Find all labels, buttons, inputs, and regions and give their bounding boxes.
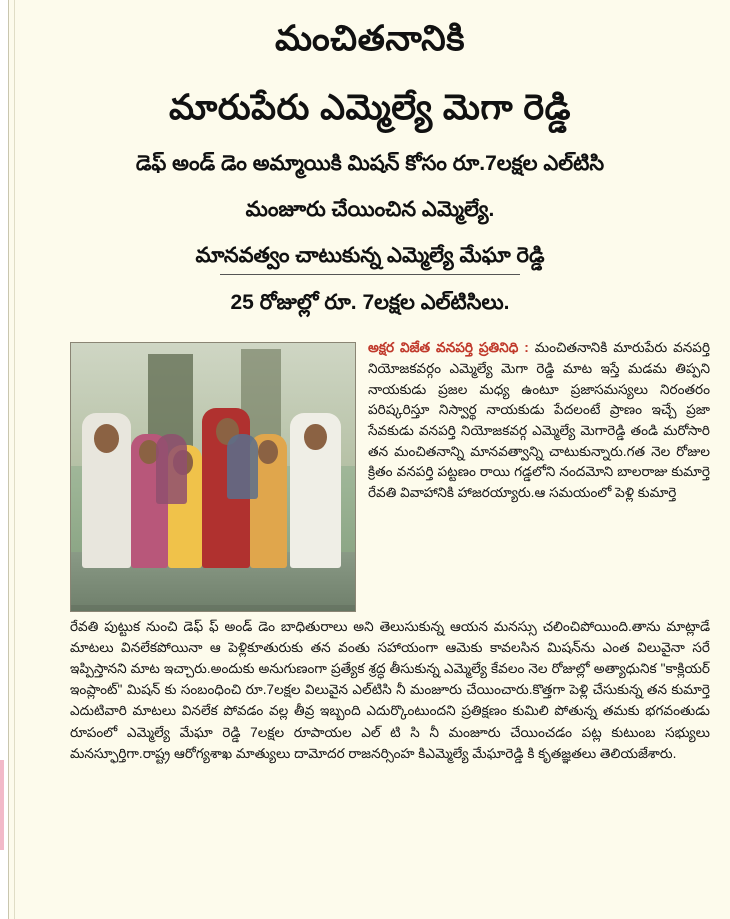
page-margin-mark — [0, 760, 4, 850]
article-paragraph-1-text: మంచితనానికి మారుపేరు వనపర్తి నియోజకవర్గం ఎమ్మెల్యే మెగా రెడ్డి మాట ఇస్తే మడమ తిప్పని నాయకుడు ప్రజల మధ్య ఉంటూ ప్రజాసమస్యలు నిరంతరం పరిష్కరిస్తూ నిస్వార్థ నాయకుడు పేదలంటే ప్రాణం ఇచ్చే ప్రజా సేవకుడు వనపర్తి నియోజకవర్గ ఎమ్మెల్యే మెగారెడ్డి తండి మరోసారి తన మంచితనాన్ని మానవత్వాన్ని చాటుకున్నారు.గత నెల రోజుల క్రితం వనపర్తి పట్టణం రాయి గడ్డలోని నందమోని బాలరాజు కుమార్తె రేవతి వివాహానికి హాజరయ్యారు.ఆ సమయంలో పెళ్లి కుమార్తె — [368, 340, 711, 500]
subhead-line-2: మంజూరు చేయించిన ఎమ్మెల్యే. — [245, 198, 495, 222]
photo-person-back-2 — [227, 434, 258, 498]
photo-person-1-head — [94, 424, 120, 453]
subhead-line-1: డెఫ్ అండ్ డెం అమ్మాయికి మిషన్ కోసం రూ.7లక్షల ఎల్‌టిసి — [135, 152, 605, 175]
headline-line-1: మంచితనానికి — [275, 19, 465, 58]
column-rule-inner — [14, 0, 15, 919]
column-rule-outer — [8, 0, 9, 919]
subhead-underline — [220, 274, 520, 275]
subhead-line-3: మానవత్వం చాటుకున్న ఎమ్మెల్యే మేఘా రెడ్డి — [195, 243, 545, 267]
article-byline: అక్షర విజేత వనపర్తి ప్రతినిధి : — [368, 340, 529, 356]
photo-person-5-head — [258, 440, 278, 464]
photo-person-6-head — [304, 424, 327, 451]
headline-line-2: మారుపేరు ఎమ్మెల్యే మెగా రెడ్డి — [169, 87, 571, 127]
group-photo — [70, 342, 356, 612]
subhead-line-4: 25 రోజుల్లో రూ. 7లక్షల ఎల్‌టిసిలు. — [230, 291, 510, 315]
photo-person-back-1 — [156, 434, 187, 504]
article-paragraph-2: రేవతి పుట్టుక నుంచి డెఫ్ ఫ్ అండ్ డెం బాధితురాలు అని తెలుసుకున్న ఆయన మనస్సు చలించిపోయింది.తాను మాట్లాడే మాటలు వినలేకపోయినా ఆ పెళ్లికూతురుకు తన వంతు సహాయంగా ఆమెకు కావలసిన మిషన్‌ను ఎంత విలువైనా సరే ఇప్పిస్తానని మాట ఇచ్చారు.అందుకు అనుగుణంగా ప్రత్యేక శ్రద్ధ తీసుకున్న ఎమ్మెల్యే కేవలం నెల రోజుల్లో అత్యాధునిక "కాక్లియర్ ఇంప్లాంట్" మిషన్ కు సంబంధించి రూ.7లక్షల విలువైన ఎల్‌టిసి నీ మంజూరు చేయించారు.కొత్తగా పెళ్లి చేసుకున్న తన కుమార్తె ఎదుటివారి మాటలు వినలేక పోవడం వల్ల తీవ్ర ఇబ్బంది ఎదుర్కొంటుందని ప్రతిక్షణం కుమిలి పోతున్న తమకు భగవంతుడు రూపంలో ఎమ్మెల్యే మేఘా రెడ్డి 7లక్షల రూపాయల ఎల్ టి సి నీ మంజూరు చేయించడం పట్ల కుటుంబ సభ్యులు మనస్ఫూర్తిగా.రాష్ట్ర ఆరోగ్యశాఖ మాత్యులు దామోదర రాజనర్సింహ కిఎమ్మెల్యే మేఘారెడ్డి కి కృతజ్ఞతలు తెలియజేశారు. — [70, 619, 710, 761]
body-area — [22, 338, 718, 763]
photo-bottom-shadow — [71, 605, 355, 611]
article-content — [22, 0, 718, 919]
